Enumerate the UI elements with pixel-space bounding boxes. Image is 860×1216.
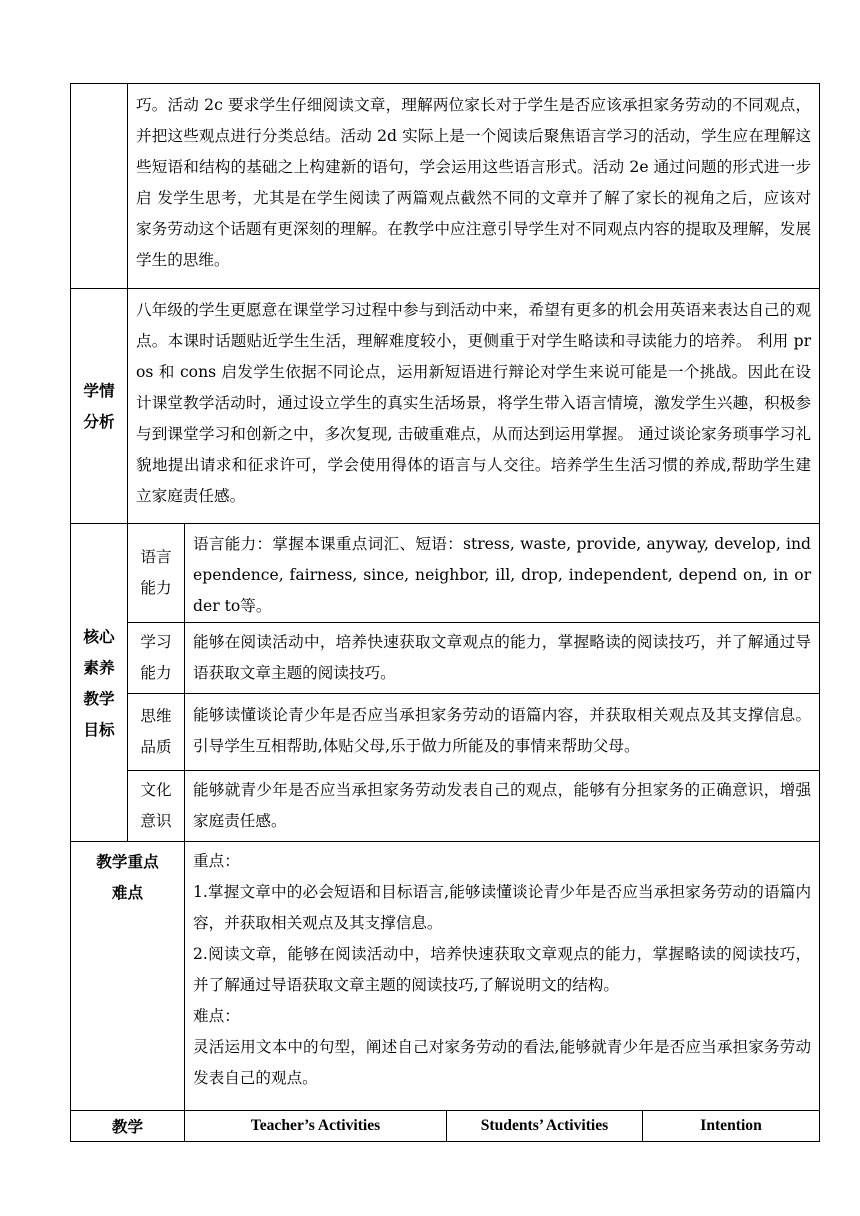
core-goal-sublabel-learning-line1: 学习 [140, 633, 172, 651]
content-analysis-text: 巧。活动 2c 要求学生仔细阅读文章，理解两位家长对于学生是否应该承担家务劳动的不同观点，并把这些观点进行分类总结。活动 2d 实际上是一个阅读后聚焦语言学习的活动，学生应在理解这些短语和结构的基础之上构建新的语句，学会运用这些语言形式。活动 2e 通过问题的形式进一步启 发学生思考，尤其是在学生阅读了两篇观点截然不同的文章并了解了家长的视角之后，应该对家务劳动这个话题有更深刻的理解。在教学中应注意引导学生对不同观点内容的提取及理解，发展学生的思维。 [136, 96, 812, 269]
key-points-row [71, 842, 820, 1111]
lesson-plan-table [70, 83, 820, 1142]
core-goals-label-line2: 素养 [83, 657, 115, 677]
core-goal-row-learning [71, 623, 820, 694]
student-analysis-text: 八年级的学生更愿意在课堂学习过程中参与到活动中来，希望有更多的机会用英语来表达自己的观点。本课时话题贴近学生生活，理解难度较小，更侧重于对学生略读和寻读能力的培养。 利用 pros 和 cons 启发学生依据不同论点，运用新短语进行辩论对学生来说可能是一个挑战。因此在设计课堂教学活动时，通过设立学生的真实生活场景，将学生带入语言情境，激发学生兴趣，积极参与到课堂学习和创新之中，多次复现, 击破重难点，从而达到运用掌握。 通过谈论家务琐事学习礼貌地提出请求和征求许可，学会使用得体的语言与人交往。培养学生生活习惯的养成,帮助学生建立家庭责任感。 [136, 301, 812, 505]
core-goal-thinking-text: 能够读懂谈论青少年是否应当承担家务劳动的语篇内容，并获取相关观点及其支撑信息。引导学生互相帮助,体贴父母,乐于做力所能及的事情来帮助父母。 [193, 706, 812, 755]
core-goal-sublabel-culture [128, 771, 185, 842]
core-goal-language-text: 语言能力：掌握本课重点词汇、短语：stress, waste, provide, anyway, develop, independence, fairness, since, neighbor, ill, drop, independent, depend on, in order to等。 [193, 535, 812, 615]
core-goal-thinking-cell [185, 694, 820, 771]
student-analysis-label [71, 289, 128, 524]
teacher-activities-header: Teacher’s Activities [185, 1111, 447, 1142]
core-goal-culture-text: 能够就青少年是否应当承担家务劳动发表自己的观点，能够有分担家务的正确意识，增强家庭责任感。 [193, 781, 812, 830]
student-analysis-label-line1: 学情 [83, 381, 115, 400]
core-goals-label-line1: 核心 [83, 626, 115, 646]
core-goal-learning-cell [185, 623, 820, 694]
core-goal-row-culture [71, 771, 820, 842]
core-goal-sublabel-culture-line2: 意识 [140, 812, 172, 830]
students-activities-header: Students’ Activities [447, 1111, 643, 1142]
core-goals-label-line3: 教学 [83, 688, 115, 708]
core-goals-label [71, 524, 128, 842]
key-point-1: 1.掌握文章中的必会短语和目标语言,能够读懂谈论青少年是否应当承担家务劳动的语篇内容，并获取相关观点及其支撑信息。 [193, 883, 812, 932]
core-goal-language-cell [185, 524, 820, 623]
content-analysis-cell [128, 84, 820, 289]
process-label: 教学 [71, 1111, 185, 1142]
student-analysis-row [71, 289, 820, 524]
key-points-heading: 重点： [193, 852, 240, 870]
key-points-label-line2: 难点 [111, 883, 144, 902]
content-analysis-row [71, 84, 820, 289]
difficult-point-1: 灵活运用文本中的句型，阐述自己对家务劳动的看法,能够就青少年是否应当承担家务劳动发表自己的观点。 [193, 1038, 812, 1087]
core-goals-label-line4: 目标 [83, 719, 115, 739]
student-analysis-label-line2: 分析 [83, 412, 115, 431]
student-analysis-cell [128, 289, 820, 524]
core-goal-culture-cell [185, 771, 820, 842]
key-point-2: 2.阅读文章，能够在阅读活动中，培养快速获取文章观点的能力，掌握略读的阅读技巧，并了解通过导语获取文章主题的阅读技巧,了解说明文的结构。 [193, 945, 812, 994]
core-goal-sublabel-culture-line1: 文化 [140, 781, 172, 799]
difficult-points-heading: 难点： [193, 1007, 240, 1025]
key-points-label-line1: 教学重点 [96, 852, 159, 871]
core-goal-sublabel-language-line2: 能力 [140, 579, 172, 597]
key-points-label [71, 842, 185, 1111]
content-analysis-label [71, 84, 128, 289]
key-points-cell [185, 842, 820, 1111]
core-goal-sublabel-learning [128, 623, 185, 694]
core-goal-learning-text: 能够在阅读活动中，培养快速获取文章观点的能力，掌握略读的阅读技巧，并了解通过导语获取文章主题的阅读技巧。 [193, 633, 812, 682]
core-goal-row-thinking [71, 694, 820, 771]
process-header-row [71, 1111, 820, 1142]
intention-header: Intention [643, 1111, 820, 1142]
core-goal-sublabel-thinking-line2: 品质 [140, 738, 172, 756]
core-goal-sublabel-language [128, 524, 185, 623]
core-goal-sublabel-language-line1: 语言 [140, 548, 172, 566]
core-goal-sublabel-thinking [128, 694, 185, 771]
core-goal-sublabel-learning-line2: 能力 [140, 664, 172, 682]
key-points-content [185, 842, 819, 1094]
core-goal-row-language [71, 524, 820, 623]
core-goal-sublabel-thinking-line1: 思维 [140, 707, 172, 725]
